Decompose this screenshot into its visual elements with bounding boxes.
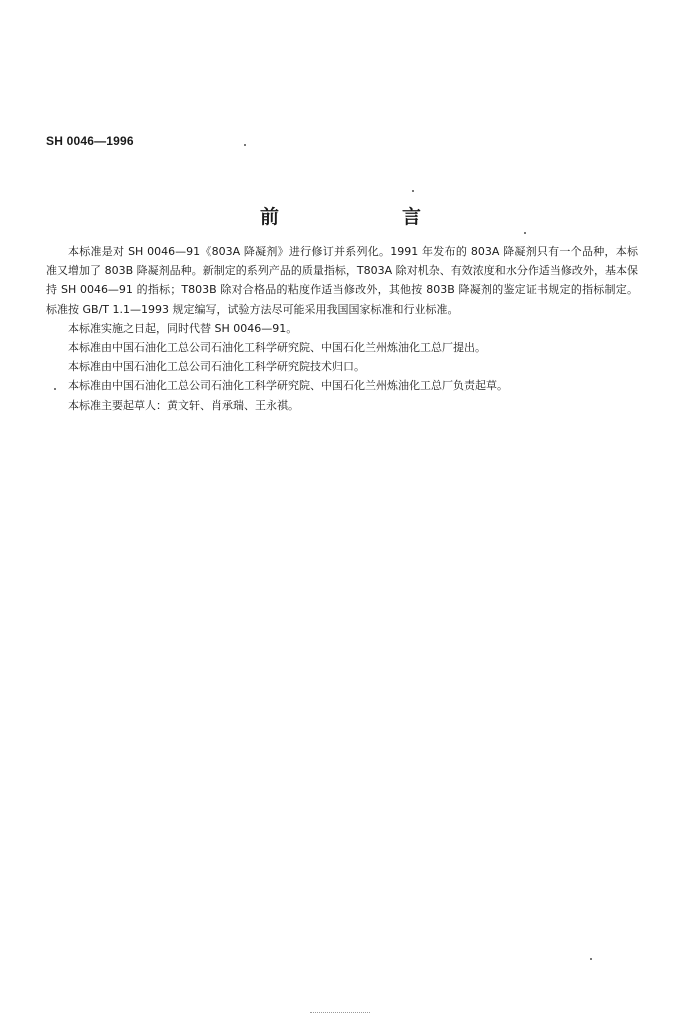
standard-code: SH 0046—1996 [46, 134, 134, 148]
scan-speck [244, 144, 246, 146]
scan-speck [412, 190, 414, 192]
scan-speck [54, 388, 56, 390]
page-title: 前 言 [259, 206, 473, 228]
paragraph-drafted-by: 本标准由中国石油化工总公司石油化工科学研究院、中国石化兰州炼油化工总厂负责起草。 [68, 379, 508, 393]
scan-speck [524, 232, 526, 234]
foreword-body [46, 242, 638, 415]
paragraph-centralized-by: 本标准由中国石油化工总公司石油化工科学研究院技术归口。 [68, 360, 365, 374]
paragraph-proposed-by: 本标准由中国石油化工总公司石油化工科学研究院、中国石化兰州炼油化工总厂提出。 [68, 341, 486, 355]
scan-speck [590, 958, 592, 960]
paragraph-effective-date: 本标准实施之日起，同时代替 SH 0046—91。 [68, 321, 298, 335]
scan-footer-mark [310, 1012, 370, 1017]
paragraph-revision: 本标准是对 SH 0046—91《803A 降凝剂》进行修订并系列化。1991 年发布的 803A 降凝剂只有一个品种，本标准又增加了 803B 降凝剂品种。新制定的系列产品的质量指标，T803A 除对机杂、有效浓度和水分作适当修改外，基本保持 SH 0046—91 的指标；T803B 除对合格品的粘度作适当修改外，其他按 803B 降凝剂的鉴定证书规定的指标制定。标准按 GB/T 1.1—1993 规定编写，试验方法尽可能采用我国国家标准和行业标准。 [46, 245, 638, 316]
paragraph-drafters: 本标准主要起草人：黄文轩、肖承瑞、王永祺。 [68, 398, 299, 412]
